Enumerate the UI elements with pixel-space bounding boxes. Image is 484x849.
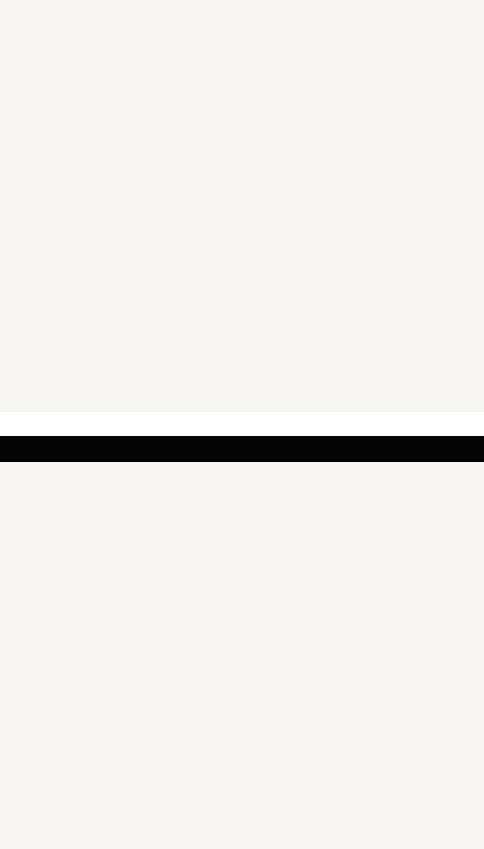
lower-form-page [0,462,484,849]
scan-black-band [0,436,484,462]
upper-form-page [0,0,484,412]
page-gap [0,412,484,436]
